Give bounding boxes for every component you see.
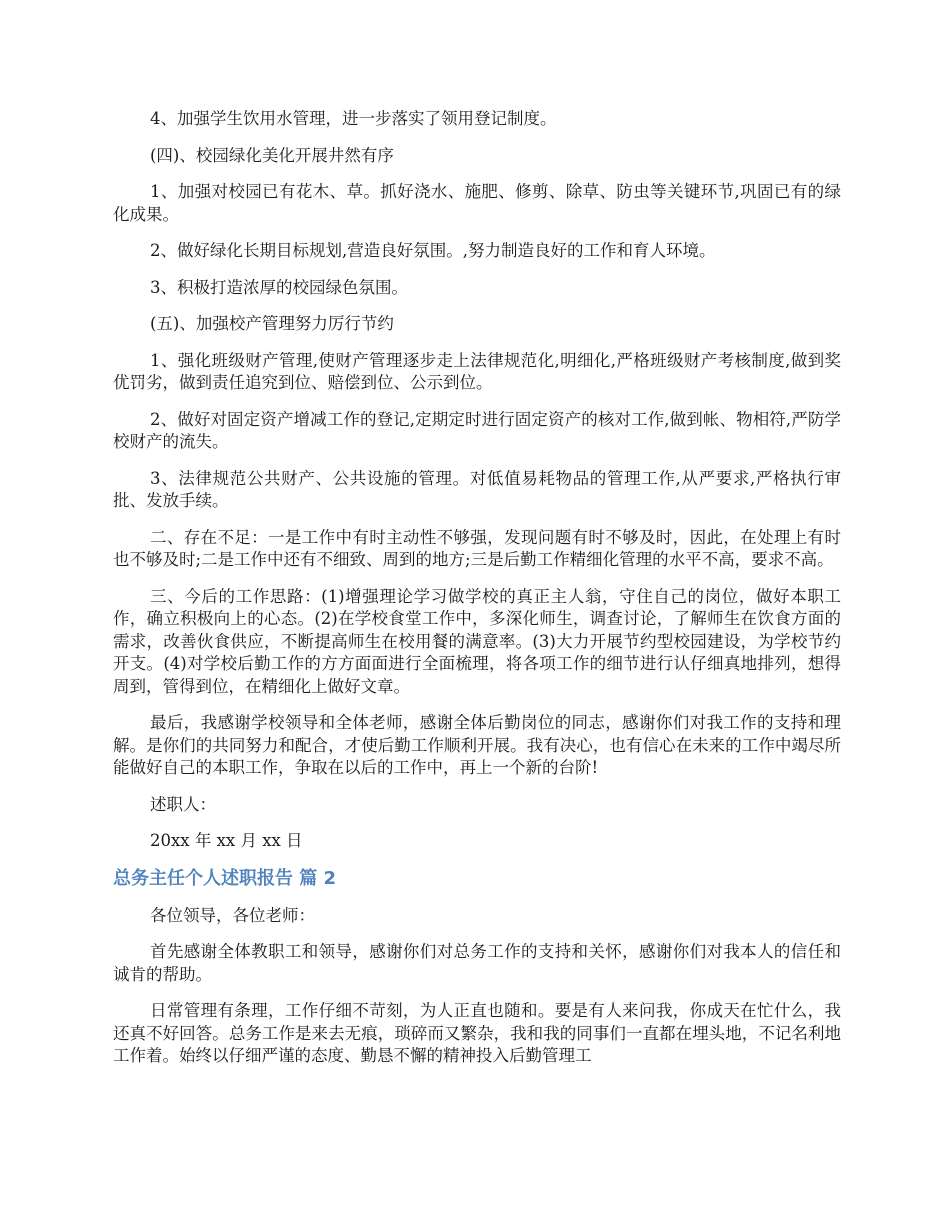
- paragraph: 4、加强学生饮用水管理，进一步落实了领用登记制度。: [150, 109, 557, 128]
- document-page: [113, 108, 841, 1082]
- paragraph: 3、法律规范公共财产、公共设施的管理。对低值易耗物品的管理工作,从严要求,严格执行审批、发放手续。: [113, 468, 841, 510]
- signature-label: 述职人：: [150, 794, 216, 814]
- subsection-heading: (四)、校园绿化美化开展井然有序: [150, 145, 394, 165]
- paragraph: 最后，我感谢学校领导和全体老师，感谢全体后勤岗位的同志，感谢你们对我工作的支持和理解。是你们的共同努力和配合，才使后勤工作顺利开展。我有决心，也有信心在未来的工作中竭尽所能做好自己的本职工作，争取在以后的工作中，再上一个新的台阶!: [113, 713, 841, 777]
- paragraph: 二、存在不足：一是工作中有时主动性不够强，发现问题有时不够及时，因此，在处理上有时也不够及时;二是工作中还有不细致、周到的地方;三是后勤工作精细化管理的水平不高，要求不高。: [113, 527, 841, 569]
- paragraph: 三、今后的工作思路：(1)增强理论学习做学校的真正主人翁，守住自己的岗位，做好本职工作，确立积极向上的心态。(2)在学校食堂工作中，多深化师生，调查讨论，了解师生在饮食方面的需求，改善伙食供应，不断提高师生在校用餐的满意率。(3)大力开展节约型校园建设，为学校节约开支。(4)对学校后勤工作的方方面面进行全面梳理，将各项工作的细节进行认仔细真地排列，想得周到，管得到位，在精细化上做好文章。: [113, 586, 841, 696]
- paragraph: 2、做好对固定资产增减工作的登记,定期定时进行固定资产的核对工作,做到帐、物相符,严防学校财产的流失。: [113, 409, 841, 451]
- subsection-heading: (五)、加强校产管理努力厉行节约: [150, 314, 394, 333]
- section-heading: 总务主任个人述职报告 篇 2: [113, 867, 337, 889]
- paragraph: 1、强化班级财产管理,使财产管理逐步走上法律规范化,明细化,严格班级财产考核制度,做到奖优罚劣，做到责任追究到位、赔偿到位、公示到位。: [113, 350, 841, 392]
- paragraph: 首先感谢全体教职工和领导，感谢你们对总务工作的支持和关怀，感谢你们对我本人的信任和诚肯的帮助。: [113, 942, 841, 984]
- paragraph: 日常管理有条理，工作仔细不苛刻，为人正直也随和。要是有人来问我，你成天在忙什么，我还真不好回答。总务工作是来去无痕，琐碎而又繁杂，我和我的同事们一直都在埋头地，不记名利地工作着。始终以仔细严谨的态度、勤恳不懈的精神投入后勤管理工: [113, 1001, 841, 1065]
- paragraph: 2、做好绿化长期目标规划,营造良好氛围。,努力制造良好的工作和育人环境。: [150, 241, 716, 260]
- date-line: 20xx 年 xx 月 xx 日: [150, 831, 303, 850]
- paragraph: 1、加强对校园已有花木、草。抓好浇水、施肥、修剪、除草、防虫等关键环节,巩固已有的绿化成果。: [113, 182, 841, 224]
- salutation: 各位领导，各位老师：: [150, 905, 315, 925]
- paragraph: 3、积极打造浓厚的校园绿色氛围。: [150, 277, 408, 297]
